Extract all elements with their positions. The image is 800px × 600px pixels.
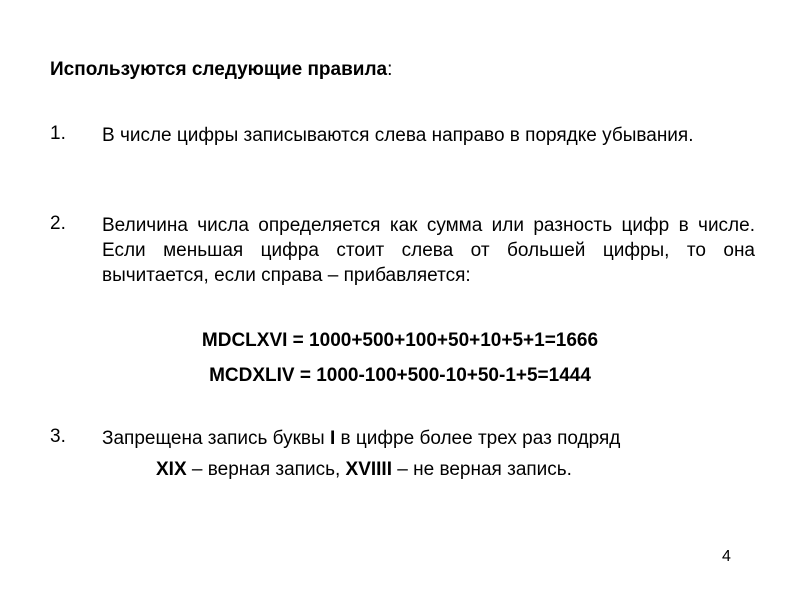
rules-heading <box>50 58 392 82</box>
rule-number: 1. <box>50 123 66 144</box>
rule-item-3 <box>50 426 755 451</box>
rule-text-bold: I <box>329 428 336 449</box>
rule-item-2 <box>50 213 755 288</box>
rule-number: 3. <box>50 426 66 447</box>
example-wrong: XVIIII <box>345 459 392 480</box>
example-correct: XIX <box>156 459 187 480</box>
rule-text-before: Запрещена запись буквы <box>102 428 330 449</box>
heading-bold-text: Используются следующие правила <box>50 59 388 80</box>
page-number: 4 <box>722 548 731 565</box>
rule-number: 2. <box>50 213 66 234</box>
rule-text: Величина числа определяется как сумма или разность цифр в числе. Если меньшая цифра стоит слева от большей цифры, то она вычитается, если справа – прибавляется: <box>102 215 755 286</box>
example-correct-text: – верная запись, <box>186 459 346 480</box>
heading-colon: : <box>387 59 393 80</box>
rule-text-after: в цифре более трех раз подряд <box>335 428 621 449</box>
example-wrong-text: – не верная запись. <box>392 459 572 480</box>
formula-mdclxvi: MDCLXVI = 1000+500+100+50+10+5+1=1666 <box>201 330 599 351</box>
rule-text: В числе цифры записываются слева направо в порядке убывания. <box>102 125 694 146</box>
example-line <box>156 458 572 482</box>
rule-text <box>102 426 755 451</box>
rule-item-1 <box>50 123 755 148</box>
formula-mcdxliv: MCDXLIV = 1000-100+500-10+50-1+5=1444 <box>209 365 591 386</box>
